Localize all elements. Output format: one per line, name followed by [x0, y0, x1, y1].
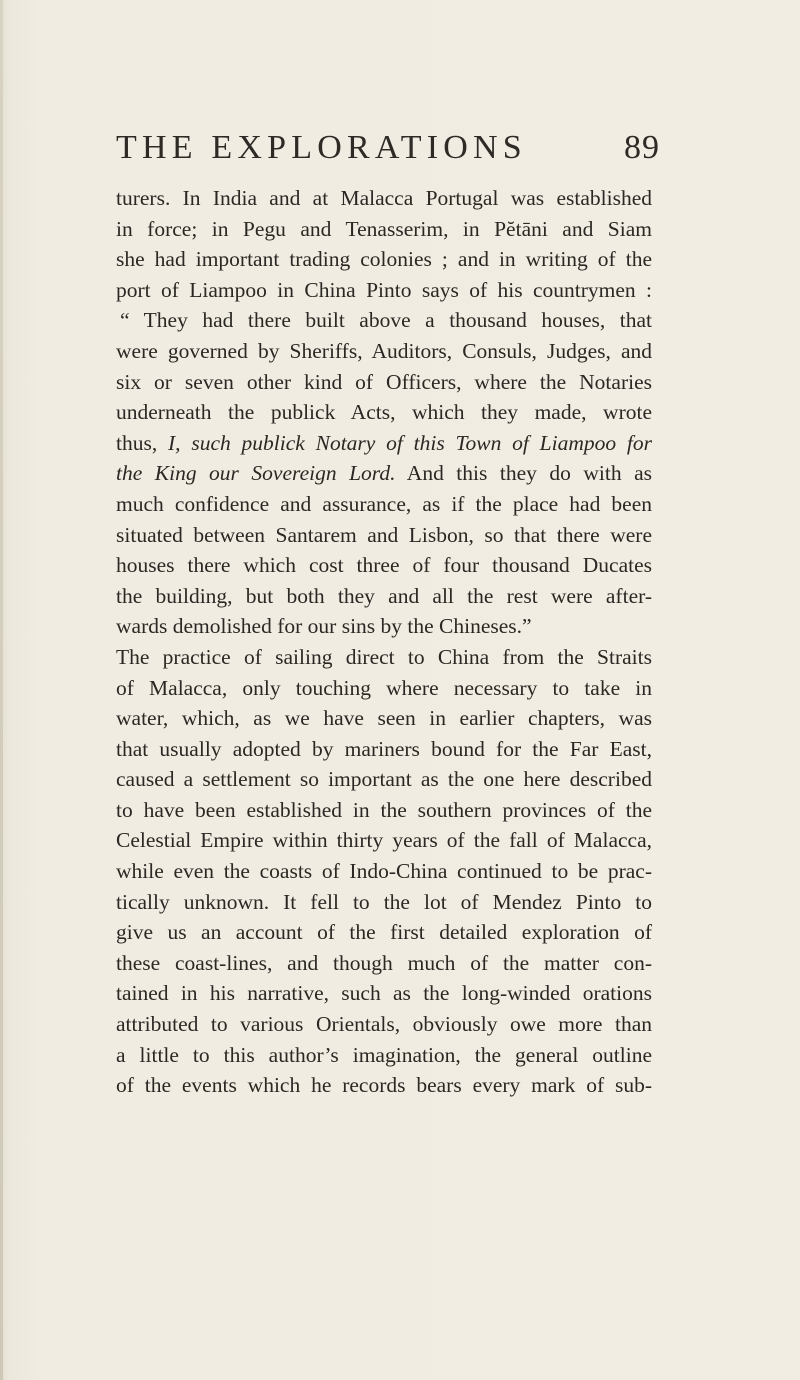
- line-pre: thus,: [116, 430, 169, 455]
- text-line: caused a settlement so important as the one here described: [116, 767, 652, 792]
- text-line: of the events which he records bears every mark of sub-: [116, 1073, 652, 1098]
- text-line: that usually adopted by mariners bound for the Far East,: [116, 736, 652, 761]
- running-head: [100, 126, 660, 170]
- page-gutter-shadow: [0, 0, 3, 1380]
- text-line: tained in his narrative, such as the long-winded orations: [116, 981, 652, 1006]
- text-line: The practice of sailing direct to China from the Straits: [116, 644, 652, 669]
- text-line: the building, but both they and all the rest were after-: [116, 583, 652, 608]
- text-line: she had important trading colonies ; and in writing of the: [116, 247, 652, 272]
- text-line-with-italic: [116, 428, 652, 459]
- text-line: six or seven other kind of Officers, where the Notaries: [116, 369, 652, 394]
- text-line: wards demolished for our sins by the Chineses.”: [116, 614, 532, 639]
- line-post: And this they do with as: [395, 461, 652, 486]
- text-line: to have been established in the southern provinces of the: [116, 797, 652, 822]
- running-title: THE EXPLORATIONS: [116, 129, 527, 166]
- text-line: much confidence and assurance, as if the place had been: [116, 491, 652, 516]
- text-line: underneath the publick Acts, which they made, wrote: [116, 400, 652, 425]
- page-number: 89: [624, 129, 660, 166]
- text-line: attributed to various Orientals, obviously owe more than: [116, 1012, 652, 1037]
- text-line: Celestial Empire within thirty years of the fall of Malacca,: [116, 828, 652, 853]
- text-line: turers. In India and at Malacca Portugal was established: [116, 186, 652, 210]
- text-line: a little to this author’s imagination, the general outline: [116, 1042, 652, 1067]
- text-line: give us an account of the first detailed exploration of: [116, 920, 652, 945]
- text-line: water, which, as we have seen in earlier chapters, was: [116, 706, 652, 731]
- text-line: port of Liampoo in China Pinto says of his countrymen :: [116, 277, 652, 302]
- text-line: these coast-lines, and though much of the matter con-: [116, 950, 652, 975]
- text-line: while even the coasts of Indo-China continued to be prac-: [116, 859, 652, 884]
- text-line: “ They had there built above a thousand houses, that: [120, 308, 652, 333]
- text-line: tically unknown. It fell to the lot of Mendez Pinto to: [116, 889, 652, 914]
- text-line: houses there which cost three of four thousand Ducates: [116, 553, 652, 578]
- text-line-with-italic: [116, 458, 652, 489]
- text-line: in force; in Pegu and Tenasserim, in Pĕtāni and Siam: [116, 216, 652, 241]
- text-line: situated between Santarem and Lisbon, so that there were: [116, 522, 652, 547]
- text-line: of Malacca, only touching where necessary to take in: [116, 675, 652, 700]
- text-line: were governed by Sheriffs, Auditors, Consuls, Judges, and: [116, 338, 652, 363]
- italic-notary-formula-end: the King our Sovereign Lord.: [116, 461, 396, 486]
- body-text: [116, 183, 652, 1101]
- italic-notary-formula: I, such publick Notary of this Town of Liampoo for: [168, 430, 652, 455]
